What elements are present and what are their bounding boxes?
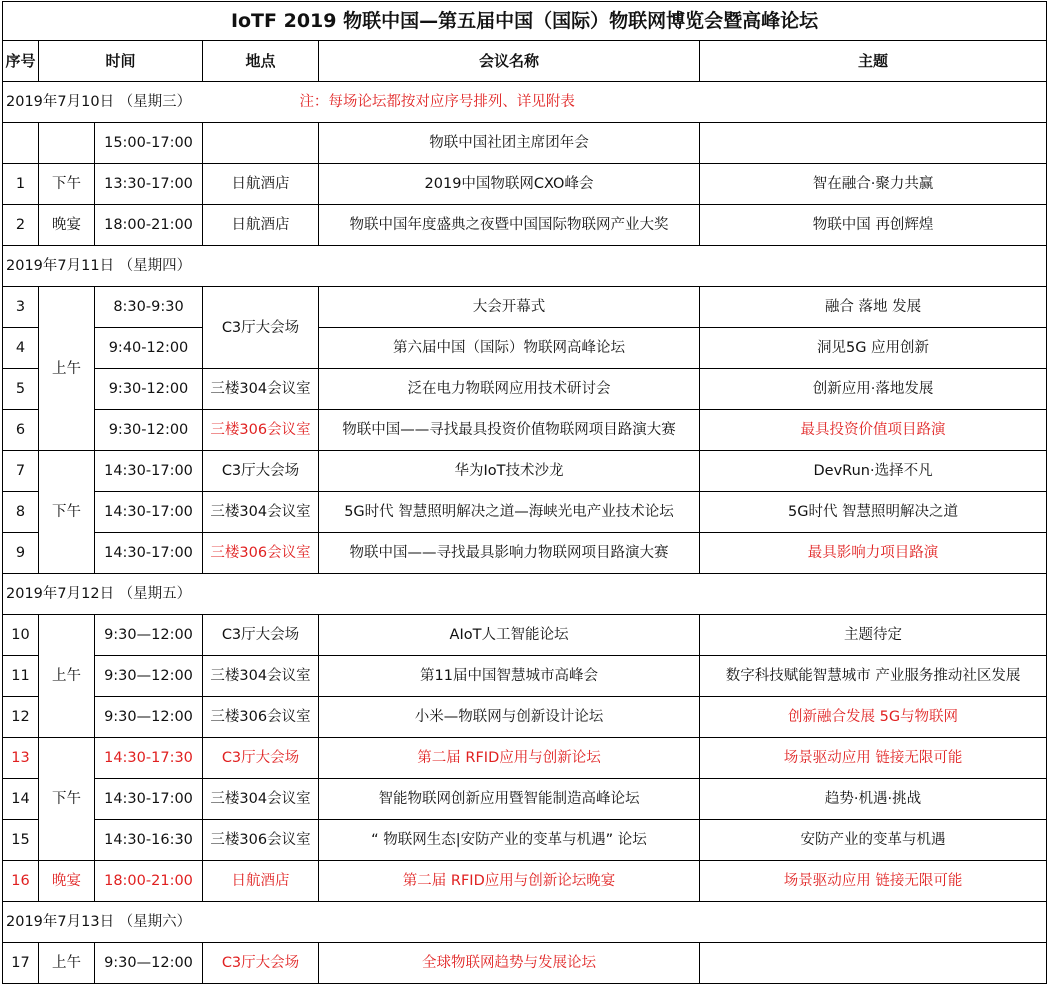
date-row [3,574,1047,615]
theme-cell: 创新应用·落地发展 [700,369,1047,410]
theme-cell: 趋势·机遇·挑战 [700,779,1047,820]
theme-cell [700,123,1047,164]
header-time: 时间 [39,41,203,82]
table-row [3,123,1047,164]
period-cell: 上午 [39,287,95,451]
venue-cell: C3厅大会场 [203,287,319,369]
venue-cell: 三楼304会议室 [203,779,319,820]
venue-cell: 日航酒店 [203,205,319,246]
name-cell: AIoT人工智能论坛 [319,615,700,656]
name-cell: 华为IoT技术沙龙 [319,451,700,492]
seq-cell: 2 [3,205,39,246]
time-cell: 9:30—12:00 [95,697,203,738]
table-row [3,656,1047,697]
venue-cell: 三楼306会议室 [203,410,319,451]
name-cell: 物联中国社团主席团年会 [319,123,700,164]
table-row [3,820,1047,861]
time-cell: 14:30-17:00 [95,533,203,574]
table-title: IoTF 2019 物联中国—第五届中国（国际）物联网博览会暨高峰论坛 [3,2,1047,41]
seq-cell: 8 [3,492,39,533]
name-cell: 物联中国——寻找最具投资价值物联网项目路演大赛 [319,410,700,451]
time-cell: 14:30-17:00 [95,492,203,533]
venue-cell: 三楼306会议室 [203,697,319,738]
schedule-table [2,1,1047,984]
venue-cell: 日航酒店 [203,861,319,902]
period-cell: 晚宴 [39,861,95,902]
table-row [3,164,1047,205]
theme-cell: 融合 落地 发展 [700,287,1047,328]
theme-cell: 智在融合·聚力共赢 [700,164,1047,205]
theme-cell: 场景驱动应用 链接无限可能 [700,738,1047,779]
theme-cell [700,943,1047,984]
date-row [3,902,1047,943]
time-cell: 14:30-17:00 [95,779,203,820]
theme-cell: 5G时代 智慧照明解决之道 [700,492,1047,533]
name-cell: 第二届 RFID应用与创新论坛晚宴 [319,861,700,902]
date-row [3,82,1047,123]
time-cell: 18:00-21:00 [95,861,203,902]
date-row [3,246,1047,287]
name-cell: 第二届 RFID应用与创新论坛 [319,738,700,779]
seq-cell: 6 [3,410,39,451]
table-row [3,738,1047,779]
name-cell: 物联中国——寻找最具影响力物联网项目路演大赛 [319,533,700,574]
table-row [3,328,1047,369]
date-label: 2019年7月11日 （星期四） [3,246,1047,287]
theme-cell: 主题待定 [700,615,1047,656]
seq-cell: 13 [3,738,39,779]
name-cell: 5G时代 智慧照明解决之道—海峡光电产业技术论坛 [319,492,700,533]
seq-cell [3,123,39,164]
date-label: 2019年7月13日 （星期六） [3,902,1047,943]
table-row [3,287,1047,328]
theme-cell: 物联中国 再创辉煌 [700,205,1047,246]
table-row [3,451,1047,492]
venue-cell: C3厅大会场 [203,615,319,656]
date-label: 2019年7月12日 （星期五） [3,574,1047,615]
seq-cell: 4 [3,328,39,369]
name-cell: “ 物联网生态|安防产业的变革与机遇” 论坛 [319,820,700,861]
theme-cell: 创新融合发展 5G与物联网 [700,697,1047,738]
seq-cell: 16 [3,861,39,902]
venue-cell [203,123,319,164]
period-cell: 下午 [39,738,95,861]
table-row [3,205,1047,246]
theme-cell: 场景驱动应用 链接无限可能 [700,861,1047,902]
seq-cell: 9 [3,533,39,574]
period-cell [39,123,95,164]
period-cell: 晚宴 [39,205,95,246]
venue-cell: 三楼306会议室 [203,533,319,574]
theme-cell: DevRun·选择不凡 [700,451,1047,492]
venue-cell: 三楼304会议室 [203,656,319,697]
name-cell: 物联中国年度盛典之夜暨中国国际物联网产业大奖 [319,205,700,246]
seq-cell: 10 [3,615,39,656]
time-cell: 13:30-17:00 [95,164,203,205]
time-cell: 9:30-12:00 [95,410,203,451]
date-note: 注：每场论坛都按对应序号排列、详见附表 [299,94,575,110]
table-row [3,410,1047,451]
venue-cell: 三楼304会议室 [203,492,319,533]
venue-cell: 三楼304会议室 [203,369,319,410]
name-cell: 小米—物联网与创新设计论坛 [319,697,700,738]
table-row [3,533,1047,574]
seq-cell: 1 [3,164,39,205]
time-cell: 9:30—12:00 [95,943,203,984]
time-cell: 14:30-16:30 [95,820,203,861]
venue-cell: C3厅大会场 [203,943,319,984]
time-cell: 9:40-12:00 [95,328,203,369]
venue-cell: 日航酒店 [203,164,319,205]
seq-cell: 5 [3,369,39,410]
seq-cell: 11 [3,656,39,697]
name-cell: 大会开幕式 [319,287,700,328]
venue-cell: C3厅大会场 [203,738,319,779]
header-venue: 地点 [203,41,319,82]
date-label: 2019年7月10日 （星期三） [6,94,192,110]
table-row [3,861,1047,902]
time-cell: 15:00-17:00 [95,123,203,164]
name-cell: 第六届中国（国际）物联网高峰论坛 [319,328,700,369]
table-row [3,492,1047,533]
seq-cell: 7 [3,451,39,492]
theme-cell: 洞见5G 应用创新 [700,328,1047,369]
table-row [3,779,1047,820]
header-row [3,41,1047,82]
table-row [3,943,1047,984]
table-row [3,369,1047,410]
time-cell: 8:30-9:30 [95,287,203,328]
name-cell: 泛在电力物联网应用技术研讨会 [319,369,700,410]
theme-cell: 数字科技赋能智慧城市 产业服务推动社区发展 [700,656,1047,697]
time-cell: 14:30-17:00 [95,451,203,492]
venue-cell: 三楼306会议室 [203,820,319,861]
seq-cell: 3 [3,287,39,328]
theme-cell: 安防产业的变革与机遇 [700,820,1047,861]
seq-cell: 15 [3,820,39,861]
header-name: 会议名称 [319,41,700,82]
table-row [3,697,1047,738]
time-cell: 18:00-21:00 [95,205,203,246]
venue-cell: C3厅大会场 [203,451,319,492]
seq-cell: 17 [3,943,39,984]
table-row [3,615,1047,656]
seq-cell: 12 [3,697,39,738]
theme-cell: 最具投资价值项目路演 [700,410,1047,451]
period-cell: 下午 [39,451,95,574]
seq-cell: 14 [3,779,39,820]
header-seq: 序号 [3,41,39,82]
period-cell: 上午 [39,943,95,984]
time-cell: 14:30-17:30 [95,738,203,779]
name-cell: 智能物联网创新应用暨智能制造高峰论坛 [319,779,700,820]
time-cell: 9:30-12:00 [95,369,203,410]
theme-cell: 最具影响力项目路演 [700,533,1047,574]
header-theme: 主题 [700,41,1047,82]
time-cell: 9:30—12:00 [95,656,203,697]
name-cell: 2019中国物联网CXO峰会 [319,164,700,205]
name-cell: 第11届中国智慧城市高峰会 [319,656,700,697]
period-cell: 上午 [39,615,95,738]
name-cell: 全球物联网趋势与发展论坛 [319,943,700,984]
time-cell: 9:30—12:00 [95,615,203,656]
period-cell: 下午 [39,164,95,205]
